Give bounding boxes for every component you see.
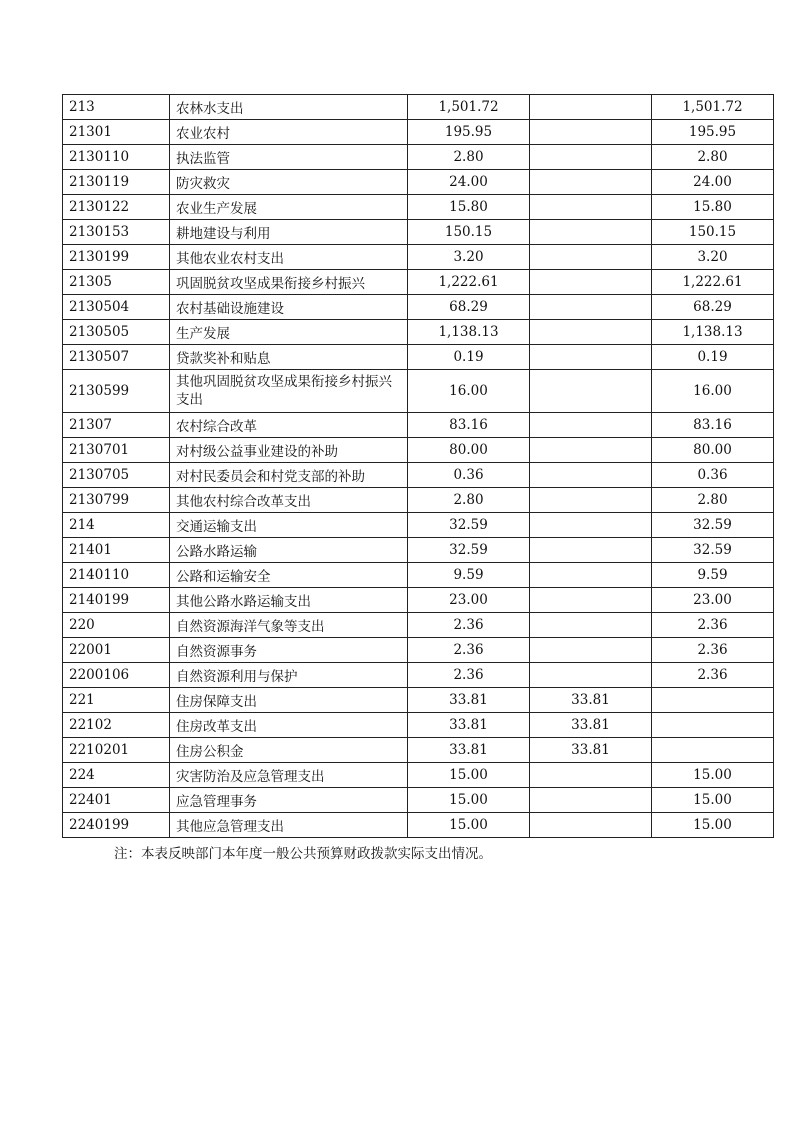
cell-basic (530, 763, 652, 788)
cell-basic (530, 438, 652, 463)
cell-project: 32.59 (652, 538, 774, 563)
cell-code: 21401 (63, 538, 170, 563)
cell-project: 15.00 (652, 788, 774, 813)
cell-name: 公路和运输安全 (170, 563, 408, 588)
cell-total: 2.36 (408, 663, 530, 688)
cell-name: 农村基础设施建设 (170, 295, 408, 320)
cell-project: 80.00 (652, 438, 774, 463)
cell-project: 83.16 (652, 413, 774, 438)
table-row (63, 220, 774, 245)
cell-name: 住房改革支出 (170, 713, 408, 738)
cell-name: 生产发展 (170, 320, 408, 345)
cell-code: 22001 (63, 638, 170, 663)
cell-total: 1,222.61 (408, 270, 530, 295)
cell-project: 32.59 (652, 513, 774, 538)
cell-name: 住房公积金 (170, 738, 408, 763)
cell-code: 22401 (63, 788, 170, 813)
cell-code: 2240199 (63, 813, 170, 838)
cell-basic (530, 295, 652, 320)
cell-code: 2130505 (63, 320, 170, 345)
cell-name: 住房保障支出 (170, 688, 408, 713)
table-row (63, 245, 774, 270)
cell-code: 224 (63, 763, 170, 788)
table-row (63, 295, 774, 320)
cell-name: 自然资源事务 (170, 638, 408, 663)
cell-name: 自然资源利用与保护 (170, 663, 408, 688)
cell-basic (530, 170, 652, 195)
cell-name: 巩固脱贫攻坚成果衔接乡村振兴 (170, 270, 408, 295)
cell-project: 2.36 (652, 663, 774, 688)
cell-total: 1,501.72 (408, 95, 530, 120)
cell-name: 其他巩固脱贫攻坚成果衔接乡村振兴支出 (170, 370, 408, 413)
cell-code: 21307 (63, 413, 170, 438)
cell-code: 214 (63, 513, 170, 538)
cell-total: 32.59 (408, 538, 530, 563)
cell-name: 其他农业农村支出 (170, 245, 408, 270)
cell-project: 1,501.72 (652, 95, 774, 120)
cell-basic: 33.81 (530, 713, 652, 738)
cell-basic (530, 613, 652, 638)
cell-total: 9.59 (408, 563, 530, 588)
cell-total: 33.81 (408, 738, 530, 763)
cell-total: 23.00 (408, 588, 530, 613)
cell-project: 15.80 (652, 195, 774, 220)
cell-total: 0.19 (408, 345, 530, 370)
table-row (63, 813, 774, 838)
cell-project (652, 713, 774, 738)
table-row (63, 738, 774, 763)
cell-project (652, 688, 774, 713)
cell-total: 33.81 (408, 713, 530, 738)
cell-basic: 33.81 (530, 738, 652, 763)
cell-total: 32.59 (408, 513, 530, 538)
table-footnote: 注：本表反映部门本年度一般公共预算财政拨款实际支出情况。 (114, 846, 492, 862)
table-row (63, 588, 774, 613)
cell-basic (530, 413, 652, 438)
cell-basic (530, 463, 652, 488)
cell-name: 耕地建设与利用 (170, 220, 408, 245)
table-row (63, 270, 774, 295)
cell-code: 220 (63, 613, 170, 638)
table-row (63, 513, 774, 538)
table-row (63, 145, 774, 170)
cell-name: 执法监管 (170, 145, 408, 170)
cell-basic (530, 563, 652, 588)
table-row (63, 538, 774, 563)
cell-code: 2130705 (63, 463, 170, 488)
cell-code: 2130199 (63, 245, 170, 270)
cell-code: 2130110 (63, 145, 170, 170)
cell-project: 23.00 (652, 588, 774, 613)
cell-project: 15.00 (652, 763, 774, 788)
cell-basic (530, 270, 652, 295)
cell-name: 其他公路水路运输支出 (170, 588, 408, 613)
cell-project: 24.00 (652, 170, 774, 195)
table-row (63, 638, 774, 663)
table-row (63, 320, 774, 345)
cell-name: 农林水支出 (170, 95, 408, 120)
cell-basic (530, 513, 652, 538)
cell-name: 灾害防治及应急管理支出 (170, 763, 408, 788)
cell-code: 21301 (63, 120, 170, 145)
cell-code: 21305 (63, 270, 170, 295)
cell-basic (530, 245, 652, 270)
cell-project: 2.36 (652, 613, 774, 638)
cell-name: 公路水路运输 (170, 538, 408, 563)
table-row (63, 95, 774, 120)
cell-project (652, 738, 774, 763)
cell-project: 68.29 (652, 295, 774, 320)
cell-basic (530, 195, 652, 220)
cell-basic (530, 663, 652, 688)
cell-name: 其他农村综合改革支出 (170, 488, 408, 513)
cell-code: 2130153 (63, 220, 170, 245)
cell-basic (530, 788, 652, 813)
cell-name: 防灾救灾 (170, 170, 408, 195)
cell-project: 9.59 (652, 563, 774, 588)
cell-total: 2.36 (408, 613, 530, 638)
cell-total: 1,138.13 (408, 320, 530, 345)
cell-project: 16.00 (652, 370, 774, 413)
cell-basic (530, 145, 652, 170)
table-row (63, 120, 774, 145)
table-row (63, 170, 774, 195)
cell-total: 33.81 (408, 688, 530, 713)
cell-total: 80.00 (408, 438, 530, 463)
cell-code: 2140110 (63, 563, 170, 588)
table-row (63, 463, 774, 488)
cell-code: 2130504 (63, 295, 170, 320)
table-row (63, 370, 774, 413)
cell-name: 自然资源海洋气象等支出 (170, 613, 408, 638)
cell-name: 应急管理事务 (170, 788, 408, 813)
cell-name: 对村级公益事业建设的补助 (170, 438, 408, 463)
cell-name: 贷款奖补和贴息 (170, 345, 408, 370)
cell-project: 1,222.61 (652, 270, 774, 295)
cell-total: 15.00 (408, 763, 530, 788)
cell-code: 2130122 (63, 195, 170, 220)
cell-basic: 33.81 (530, 688, 652, 713)
cell-total: 68.29 (408, 295, 530, 320)
cell-total: 195.95 (408, 120, 530, 145)
cell-total: 83.16 (408, 413, 530, 438)
cell-basic (530, 120, 652, 145)
table-row (63, 688, 774, 713)
cell-total: 15.00 (408, 813, 530, 838)
cell-total: 2.80 (408, 145, 530, 170)
cell-basic (530, 538, 652, 563)
cell-basic (530, 813, 652, 838)
cell-project: 2.36 (652, 638, 774, 663)
cell-total: 24.00 (408, 170, 530, 195)
table-row (63, 788, 774, 813)
cell-code: 213 (63, 95, 170, 120)
cell-code: 2210201 (63, 738, 170, 763)
cell-total: 15.80 (408, 195, 530, 220)
cell-code: 2130799 (63, 488, 170, 513)
cell-total: 150.15 (408, 220, 530, 245)
cell-code: 2130599 (63, 370, 170, 413)
table-body (63, 95, 774, 838)
cell-basic (530, 345, 652, 370)
cell-basic (530, 370, 652, 413)
cell-code: 22102 (63, 713, 170, 738)
cell-code: 2130701 (63, 438, 170, 463)
cell-total: 2.80 (408, 488, 530, 513)
cell-total: 15.00 (408, 788, 530, 813)
cell-name: 其他应急管理支出 (170, 813, 408, 838)
cell-code: 2130507 (63, 345, 170, 370)
cell-code: 221 (63, 688, 170, 713)
table-row (63, 613, 774, 638)
cell-project: 2.80 (652, 145, 774, 170)
cell-project: 2.80 (652, 488, 774, 513)
cell-project: 150.15 (652, 220, 774, 245)
table-row (63, 438, 774, 463)
cell-code: 2130119 (63, 170, 170, 195)
expenditure-table (62, 94, 774, 838)
table-row (63, 713, 774, 738)
cell-project: 15.00 (652, 813, 774, 838)
cell-project: 0.36 (652, 463, 774, 488)
cell-basic (530, 220, 652, 245)
cell-name: 交通运输支出 (170, 513, 408, 538)
cell-project: 1,138.13 (652, 320, 774, 345)
cell-name: 对村民委员会和村党支部的补助 (170, 463, 408, 488)
cell-basic (530, 638, 652, 663)
cell-total: 0.36 (408, 463, 530, 488)
cell-basic (530, 588, 652, 613)
table-row (63, 663, 774, 688)
cell-name: 农业农村 (170, 120, 408, 145)
cell-total: 2.36 (408, 638, 530, 663)
cell-project: 0.19 (652, 345, 774, 370)
cell-total: 3.20 (408, 245, 530, 270)
table-row (63, 413, 774, 438)
table-row (63, 345, 774, 370)
cell-code: 2140199 (63, 588, 170, 613)
table-row (63, 763, 774, 788)
cell-basic (530, 95, 652, 120)
table-row (63, 195, 774, 220)
cell-project: 3.20 (652, 245, 774, 270)
cell-name: 农业生产发展 (170, 195, 408, 220)
table-row (63, 563, 774, 588)
cell-code: 2200106 (63, 663, 170, 688)
table-row (63, 488, 774, 513)
cell-basic (530, 320, 652, 345)
cell-project: 195.95 (652, 120, 774, 145)
cell-total: 16.00 (408, 370, 530, 413)
cell-basic (530, 488, 652, 513)
cell-name: 农村综合改革 (170, 413, 408, 438)
